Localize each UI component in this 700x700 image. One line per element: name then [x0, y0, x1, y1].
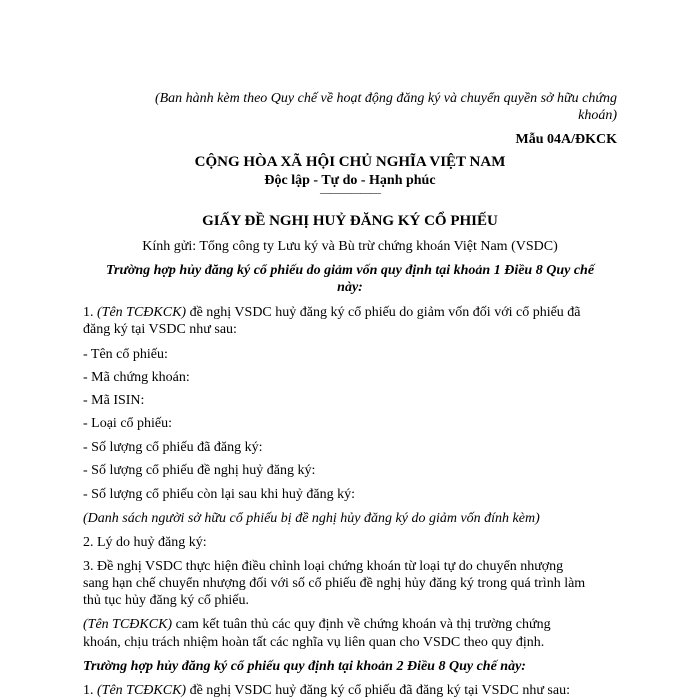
case1-item1-line2: đăng ký tại VSDC như sau:: [83, 322, 237, 337]
field-stock-name: - Tên cổ phiếu:: [83, 347, 168, 362]
recipient-line: Kính gửi: Tổng công ty Lưu ký và Bù trừ chứng khoán Việt Nam (VSDC): [142, 239, 558, 254]
national-motto: Độc lập - Tự do - Hạnh phúc: [264, 173, 436, 188]
country-name: CỘNG HÒA XÃ HỘI CHỦ NGHĨA VIỆT NAM: [194, 154, 506, 170]
field-stock-code: - Mã chứng khoán:: [83, 370, 190, 385]
field-cancel-quantity: - Số lượng cổ phiếu đề nghị huỷ đăng ký:: [83, 463, 316, 478]
form-number: Mẫu 04A/ĐKCK: [515, 132, 617, 147]
commitment-line1: [83, 616, 551, 633]
item-number: 1.: [83, 305, 97, 320]
field-registered-quantity: - Số lượng cổ phiếu đã đăng ký:: [83, 440, 263, 455]
field-isin: - Mã ISIN:: [83, 393, 145, 408]
motto-underline: ——————: [320, 187, 380, 199]
item-number: 1.: [83, 683, 97, 698]
case2-item1: [83, 682, 570, 699]
case1-item1-line1: [83, 304, 581, 321]
case1-item3-line2: sang hạn chế chuyển nhượng đối với số cổ phiếu đề nghị hủy đăng ký trong quá trình làm: [83, 576, 586, 591]
item1-text: đề nghị VSDC huỷ đăng ký cổ phiếu do giảm vốn đối với cổ phiếu đã: [186, 305, 581, 320]
field-remaining-quantity: - Số lượng cổ phiếu còn lại sau khi huỷ đăng ký:: [83, 487, 356, 502]
case1-item3-line1: 3. Đề nghị VSDC thực hiện điều chỉnh loại chứng khoán từ loại tự do chuyển nhượng: [83, 559, 564, 574]
field-stock-type: - Loại cổ phiếu:: [83, 416, 173, 431]
organization-placeholder: (Tên TCĐKCK): [97, 305, 187, 320]
case1-heading-line2: này:: [337, 280, 363, 295]
case2-item1-text: đề nghị VSDC huỷ đăng ký cổ phiếu đã đăng ký tại VSDC như sau:: [186, 683, 570, 698]
commitment-text: cam kết tuân thủ các quy định về chứng khoán và thị trường chứng: [172, 617, 551, 632]
organization-placeholder: (Tên TCĐKCK): [97, 683, 187, 698]
attachment-note: (Danh sách người sở hữu cổ phiếu bị đề nghị hủy đăng ký do giảm vốn đính kèm): [83, 511, 540, 526]
case1-item2: 2. Lý do huỷ đăng ký:: [83, 535, 207, 550]
case1-heading-line1: Trường hợp hủy đăng ký cổ phiếu do giảm vốn quy định tại khoản 1 Điều 8 Quy chế: [105, 263, 595, 278]
issuance-note-line2: khoán): [578, 108, 617, 123]
case2-heading: Trường hợp hủy đăng ký cổ phiếu quy định tại khoản 2 Điều 8 Quy chế này:: [83, 659, 526, 674]
issuance-note-line1: (Ban hành kèm theo Quy chế về hoạt động đăng ký và chuyển quyền sở hữu chứng: [154, 91, 617, 106]
case1-item3-line3: thủ tục hủy đăng ký cổ phiếu.: [83, 593, 250, 608]
commitment-line2: khoán, chịu trách nhiệm hoàn tất các nghĩa vụ liên quan cho VSDC theo quy định.: [83, 635, 545, 650]
document-title: GIẤY ĐỀ NGHỊ HUỶ ĐĂNG KÝ CỔ PHIẾU: [202, 213, 498, 229]
organization-placeholder: (Tên TCĐKCK): [83, 617, 173, 632]
